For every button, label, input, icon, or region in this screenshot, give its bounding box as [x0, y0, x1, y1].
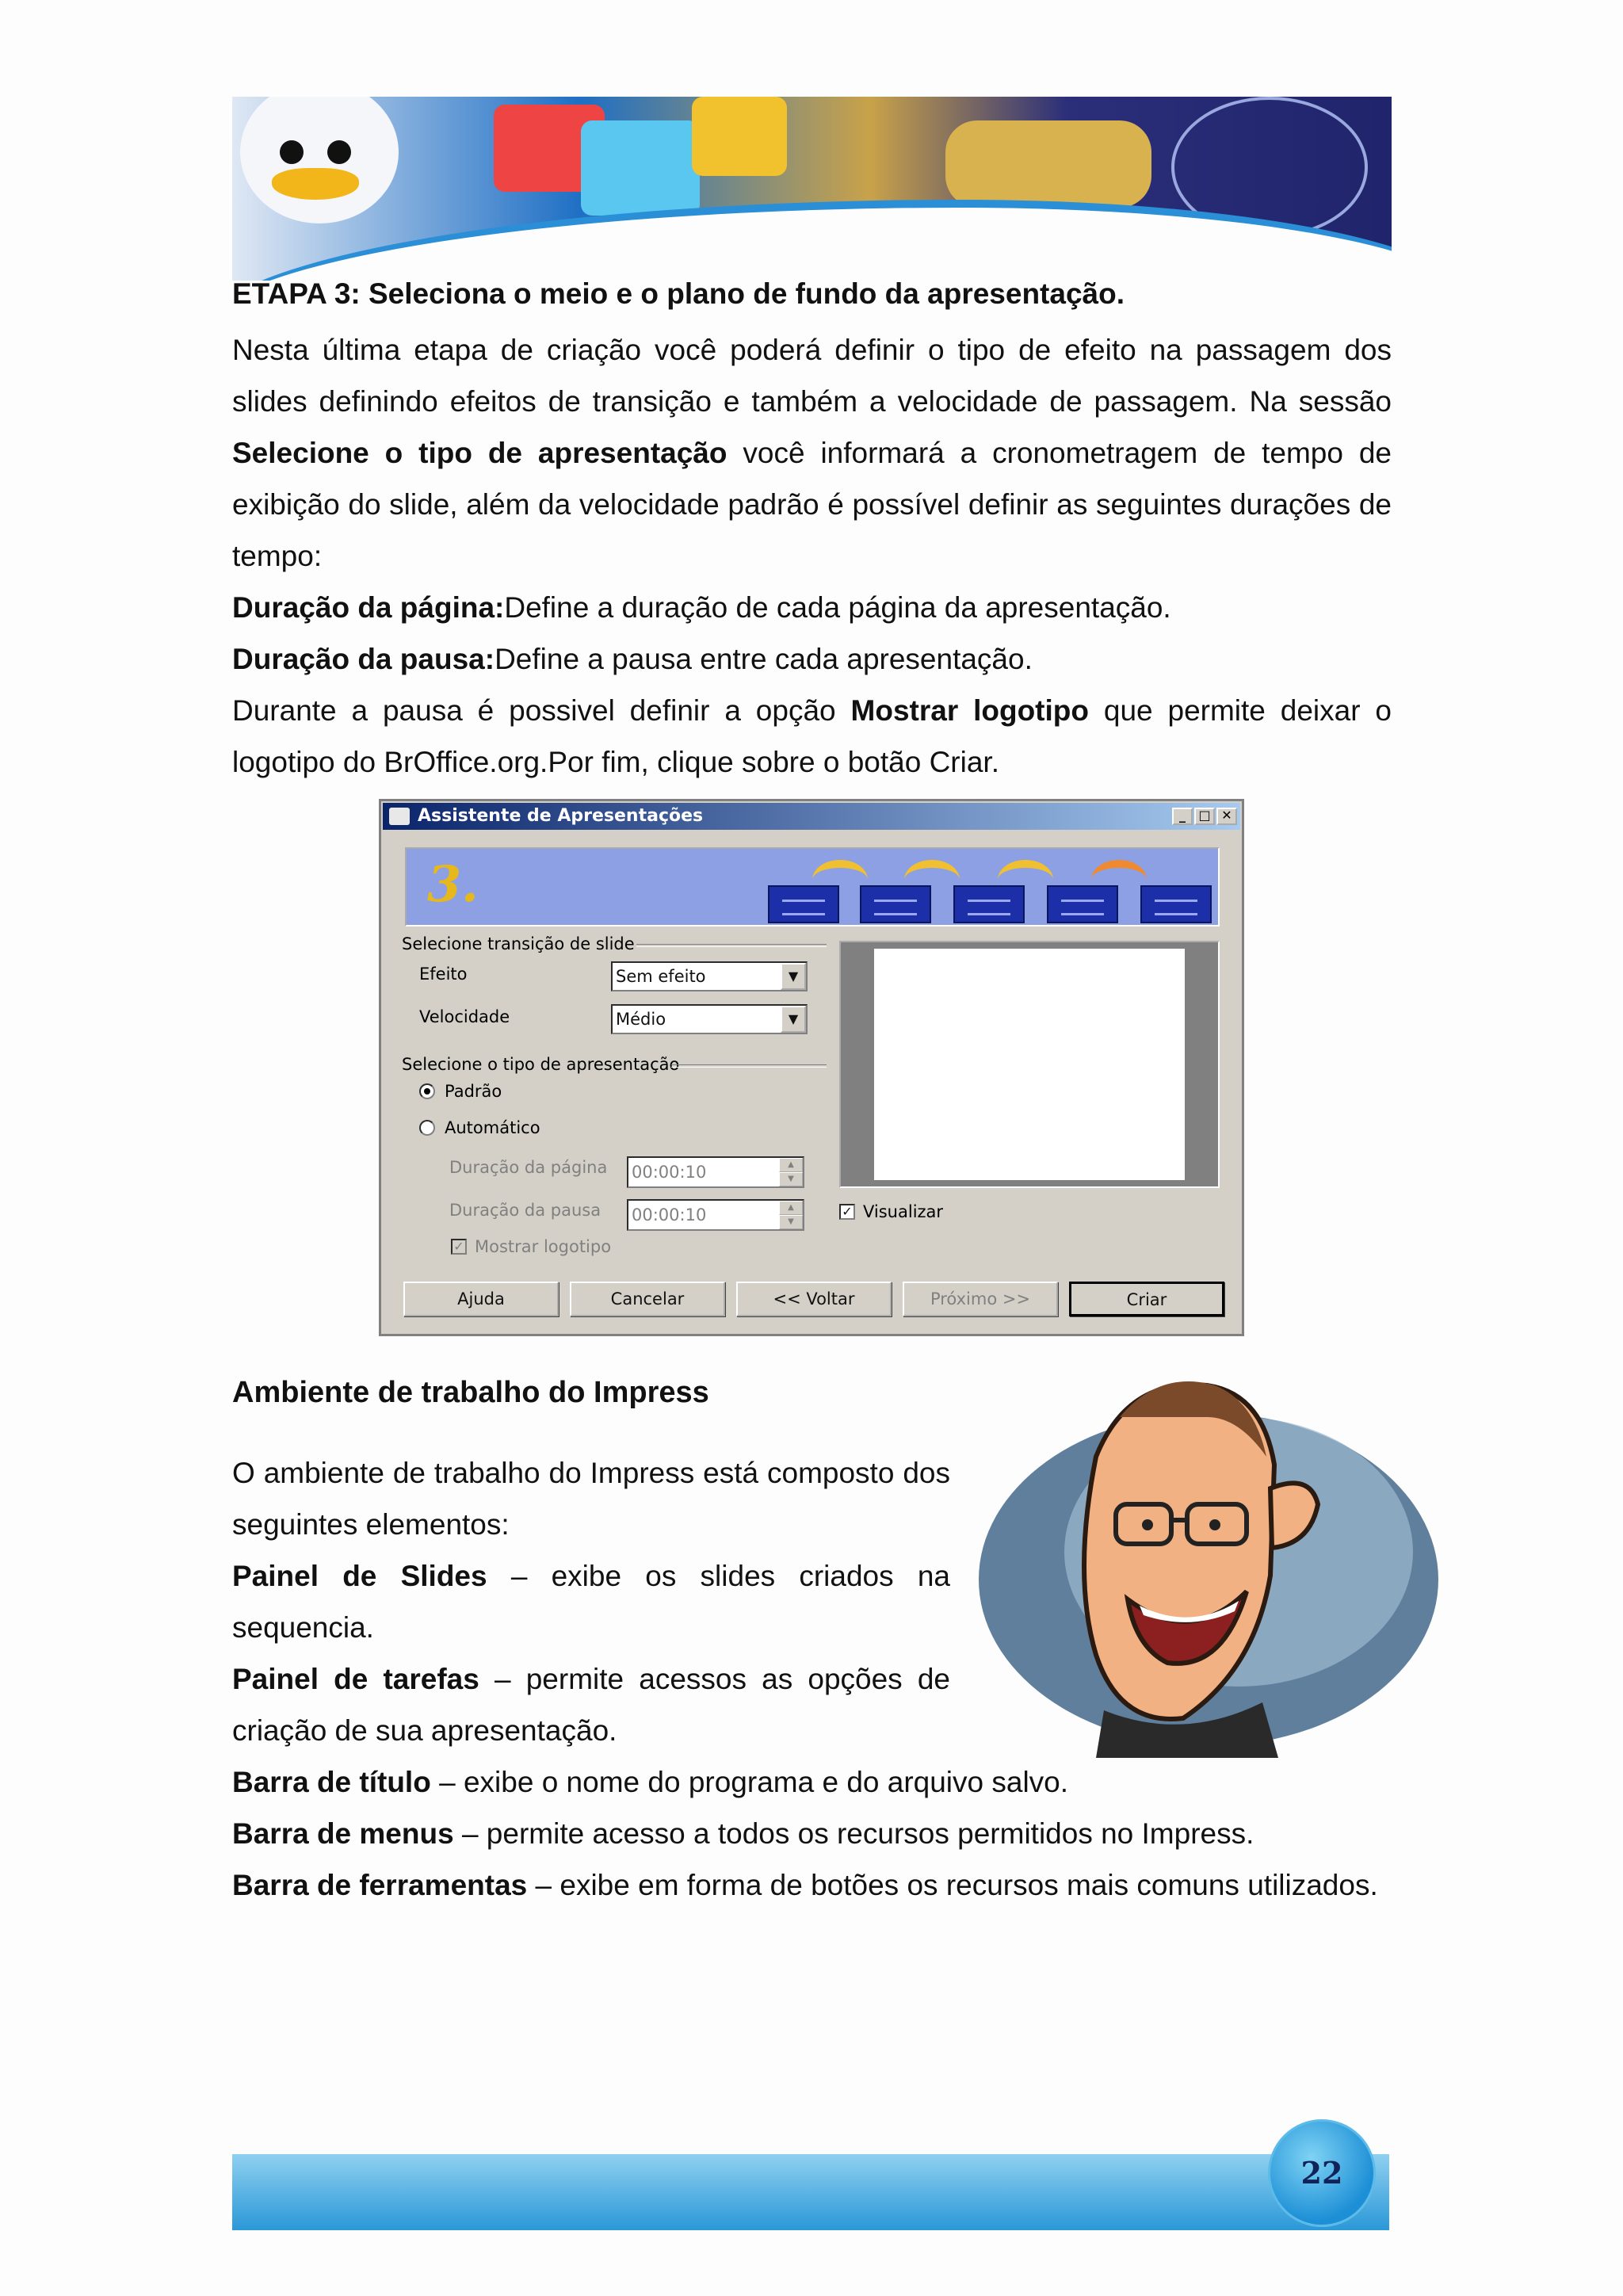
- dur-pausa-spinner[interactable]: [627, 1199, 804, 1231]
- ambiente-item-2: [232, 1653, 950, 1756]
- pausa-prefix: Durante a pausa é possivel definir a opção: [232, 694, 836, 727]
- item-text: – permite acessos as opções de criação de sua apresentação.: [232, 1663, 950, 1747]
- criar-button[interactable]: Criar: [1069, 1282, 1224, 1316]
- ambiente-heading: Ambiente de trabalho do Impress: [232, 1376, 709, 1409]
- ajuda-button[interactable]: Ajuda: [403, 1282, 559, 1316]
- voltar-button[interactable]: << Voltar: [736, 1282, 892, 1316]
- item-label: Barra de título: [232, 1766, 431, 1798]
- maximize-icon[interactable]: □: [1194, 808, 1215, 825]
- cancelar-button[interactable]: Cancelar: [570, 1282, 725, 1316]
- velocidade-label: Velocidade: [419, 1007, 510, 1026]
- dur-pausa-field-label: Duração da pausa: [449, 1201, 601, 1220]
- chevron-down-icon[interactable]: ▼: [781, 963, 806, 990]
- group-tipo-label: Selecione o tipo de apresentação: [402, 1055, 680, 1074]
- spin-down-icon[interactable]: ▼: [779, 1172, 803, 1186]
- arrow-icon: [998, 860, 1053, 900]
- spin-up-icon[interactable]: ▲: [779, 1201, 803, 1215]
- item-text: – permite acesso a todos os recursos permitidos no Impress.: [461, 1817, 1254, 1850]
- footer-bar: [232, 2154, 1389, 2230]
- spin-up-icon[interactable]: ▲: [779, 1158, 803, 1172]
- etapa-intro1: Nesta última etapa de criação você poderá definir o tipo de efeito na passagem dos slides definindo efeitos de transição e também a velocidade de passagem.: [232, 334, 1392, 418]
- step-icon-5: [1140, 885, 1212, 923]
- minimize-icon[interactable]: _: [1172, 808, 1193, 825]
- dur-pausa-label: Duração da pausa:: [232, 643, 495, 675]
- header-banner: [232, 97, 1392, 281]
- ambiente-intro: O ambiente de trabalho do Impress está composto dos seguintes elementos:: [232, 1457, 950, 1541]
- pausa-bold: Mostrar logotipo: [850, 694, 1089, 727]
- radio-padrao[interactable]: [419, 1083, 435, 1099]
- dialog-titlebar: [383, 803, 1240, 830]
- radio-automatico[interactable]: [419, 1120, 435, 1136]
- item-label: Painel de Slides: [232, 1560, 487, 1592]
- etapa-intro2-prefix: Na sessão: [1249, 385, 1392, 418]
- dur-pagina-spinner[interactable]: [627, 1156, 804, 1188]
- arrow-icon: [904, 860, 960, 900]
- dialog-title: Assistente de Apresentações: [418, 806, 704, 826]
- spin-down-icon[interactable]: ▼: [779, 1215, 803, 1229]
- radio-padrao-label: Padrão: [445, 1082, 502, 1101]
- proximo-button[interactable]: Próximo >>: [903, 1282, 1058, 1316]
- penguin-mascot-illustration: [240, 97, 399, 223]
- dur-pagina-field-label: Duração da página: [449, 1158, 608, 1177]
- etapa-intro2-suffix: você informará a cronometragem de tempo de exibição do slide, além da velocidade padrão é possível definir as seguintes durações de tempo:: [232, 437, 1392, 572]
- preview-slide: [874, 949, 1185, 1180]
- ambiente-item-5: [232, 1859, 1392, 1911]
- dur-pagina-value: 00:00:10: [632, 1163, 707, 1182]
- mostrar-logotipo-label: Mostrar logotipo: [475, 1237, 612, 1256]
- app-icon: [389, 808, 410, 825]
- item-label: Painel de tarefas: [232, 1663, 479, 1695]
- dur-pagina-text: Define a duração de cada página da apresentação.: [504, 591, 1171, 624]
- wizard-header: [405, 847, 1220, 926]
- dur-pagina-label: Duração da página:: [232, 591, 505, 624]
- wizard-dialog: [379, 799, 1244, 1336]
- dur-pausa-value: 00:00:10: [632, 1205, 707, 1224]
- ambiente-item-4: [232, 1808, 1392, 1859]
- radio-automatico-label: Automático: [445, 1118, 540, 1137]
- dur-pausa-line: [232, 633, 1392, 685]
- efeito-label: Efeito: [419, 965, 468, 984]
- efeito-value: Sem efeito: [616, 967, 706, 986]
- velocidade-select[interactable]: [611, 1004, 808, 1034]
- item-label: Barra de ferramentas: [232, 1869, 528, 1901]
- caricature-illustration: [977, 1370, 1441, 1758]
- item-text: – exibe o nome do programa e do arquivo salvo.: [439, 1766, 1069, 1798]
- dur-pagina-line: [232, 582, 1392, 633]
- velocidade-value: Médio: [616, 1010, 666, 1029]
- slide-preview: [839, 941, 1220, 1188]
- group-transition-label: Selecione transição de slide: [402, 934, 635, 953]
- etapa-intro2-bold: Selecione o tipo de apresentação: [232, 437, 727, 469]
- visualizar-checkbox[interactable]: ✓: [839, 1204, 855, 1220]
- dur-pausa-text: Define a pausa entre cada apresentação.: [495, 643, 1033, 675]
- mostrar-logotipo-checkbox[interactable]: ✓: [451, 1239, 467, 1255]
- cow-illustration: [945, 120, 1151, 208]
- page-number: 22: [1300, 2155, 1343, 2191]
- close-icon[interactable]: ✕: [1216, 808, 1237, 825]
- item-text: – exibe em forma de botões os recursos mais comuns utilizados.: [535, 1869, 1378, 1901]
- efeito-select[interactable]: [611, 961, 808, 991]
- ambiente-item-3: [232, 1756, 1392, 1808]
- visualizar-label: Visualizar: [863, 1202, 944, 1221]
- chevron-down-icon[interactable]: ▼: [781, 1006, 806, 1033]
- item-label: Barra de menus: [232, 1817, 454, 1850]
- item-text: – exibe os slides criados na sequencia.: [232, 1560, 950, 1644]
- pausa-paragraph: [232, 685, 1392, 788]
- etapa-intro-paragraph: [232, 324, 1392, 582]
- ambiente-item-1: [232, 1550, 950, 1653]
- pausa-suffix: que permite deixar o logotipo do BrOffice.org.Por fim, clique sobre o botão Criar.: [232, 694, 1392, 778]
- step-number: 3.: [427, 855, 479, 913]
- arrow-icon: [1091, 860, 1147, 900]
- etapa-title: ETAPA 3: Seleciona o meio e o plano de fundo da apresentação.: [232, 277, 1125, 310]
